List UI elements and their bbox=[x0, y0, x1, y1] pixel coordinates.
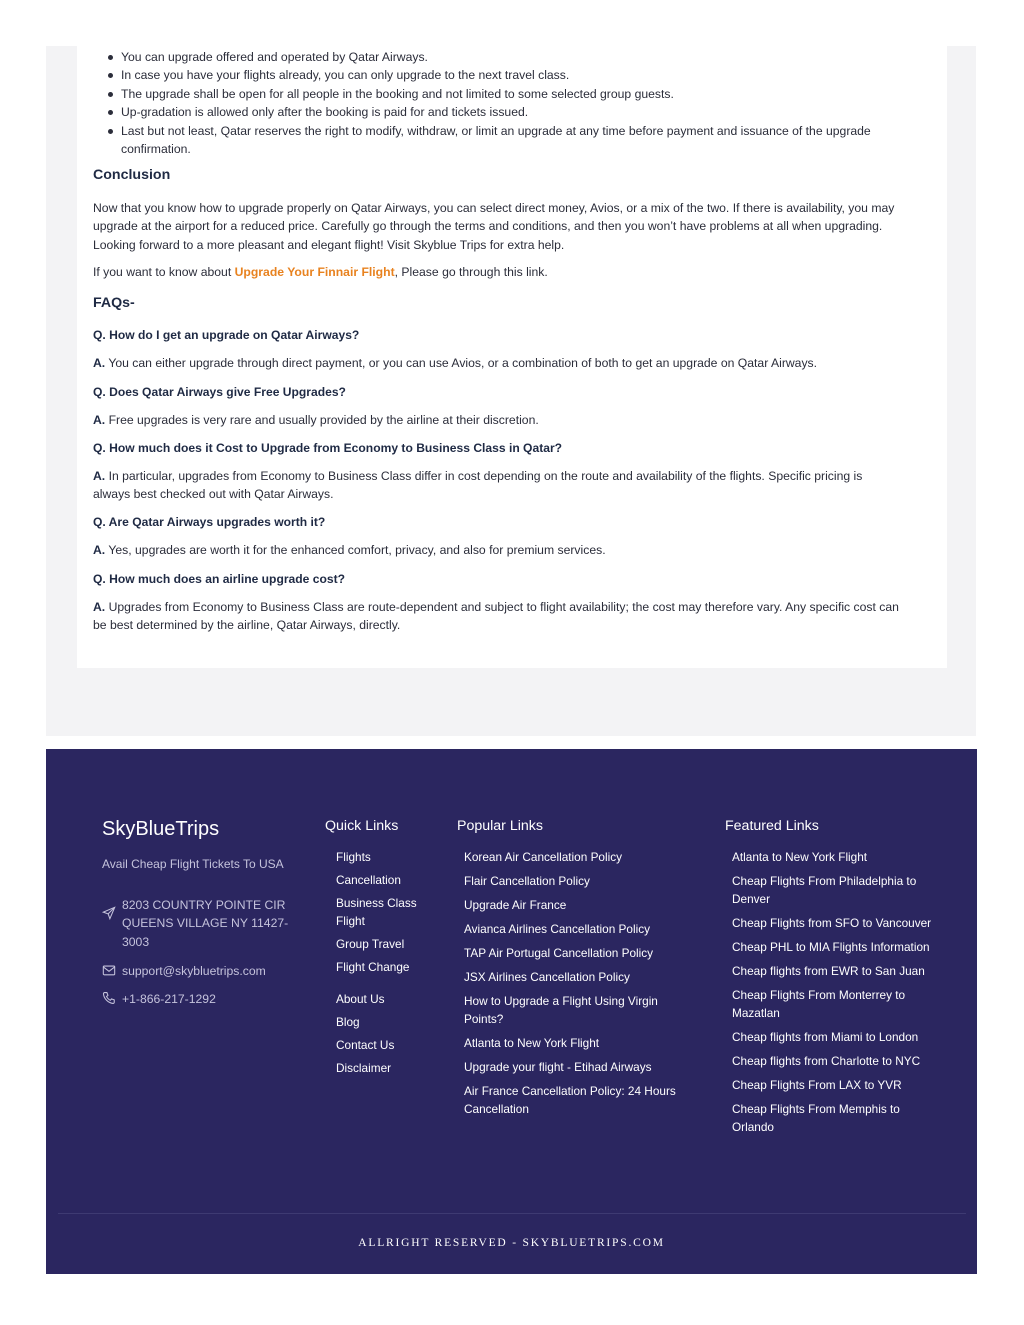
upgrade-rules-list bbox=[103, 48, 903, 158]
footer-brand[interactable]: SkyBlueTrips bbox=[102, 818, 220, 840]
featured-link[interactable]: Cheap Flights From Memphis to Orlando bbox=[732, 1102, 900, 1134]
footer-address bbox=[102, 896, 302, 951]
answer-prefix: A. bbox=[93, 469, 106, 483]
related-link-paragraph bbox=[93, 263, 913, 281]
quick-link-group-travel[interactable]: Group Travel bbox=[336, 937, 405, 951]
popular-link[interactable]: Air France Cancellation Policy: 24 Hours Cancellation bbox=[464, 1084, 676, 1116]
phone-icon bbox=[102, 991, 122, 1010]
footer-divider bbox=[58, 1213, 966, 1214]
list-item: The upgrade shall be open for all people in the booking and not limited to some selected group guests. bbox=[103, 85, 903, 103]
link-outro-text: , Please go through this link. bbox=[394, 265, 548, 279]
featured-link[interactable]: Cheap Flights from SFO to Vancouver bbox=[732, 916, 932, 930]
copyright-text: ALLRIGHT RESERVED - SKYBLUETRIPS.COM bbox=[358, 1237, 665, 1249]
faq-question: Q. Are Qatar Airways upgrades worth it? bbox=[93, 515, 326, 529]
quick-link-blog[interactable]: Blog bbox=[336, 1015, 360, 1029]
footer-tagline: Avail Cheap Flight Tickets To USA bbox=[102, 857, 284, 871]
mail-icon bbox=[102, 963, 122, 982]
quick-link-disclaimer[interactable]: Disclaimer bbox=[336, 1061, 392, 1075]
popular-links-list bbox=[464, 848, 679, 1124]
popular-link[interactable]: Flair Cancellation Policy bbox=[464, 874, 590, 888]
quick-link-business-class[interactable]: Business Class Flight bbox=[336, 896, 417, 928]
conclusion-paragraph: Now that you know how to upgrade properly on Qatar Airways, you can select direct money, Avios, or a mix of the two. If there is availability, you may upgrade at the airport for a reduced price. Carefully go through the terms and conditions, and then you won’t have problems at all when upgrading. Looking forward to a more pleasant and elegant flight! Visit Skyblue Trips for extra help. bbox=[93, 201, 895, 252]
answer-prefix: A. bbox=[93, 543, 106, 557]
popular-link[interactable]: How to Upgrade a Flight Using Virgin Points? bbox=[464, 994, 658, 1026]
faq-question: Q. Does Qatar Airways give Free Upgrades? bbox=[93, 385, 346, 399]
footer-email[interactable] bbox=[102, 962, 266, 982]
quick-link-cancellation[interactable]: Cancellation bbox=[336, 873, 401, 887]
faq-answer-text: In particular, upgrades from Economy to Business Class differ in cost depending on the route and availability of the flights. Specific pricing is always best checked out with Qatar Airways. bbox=[93, 469, 863, 502]
quick-link-about-us[interactable]: About Us bbox=[336, 992, 385, 1006]
quick-links-list bbox=[336, 848, 436, 1082]
send-arrow-icon bbox=[102, 906, 122, 925]
faq-question: Q. How much does it Cost to Upgrade from Economy to Business Class in Qatar? bbox=[93, 441, 563, 455]
faq-question: Q. How do I get an upgrade on Qatar Airways? bbox=[93, 328, 360, 342]
faq-answer bbox=[93, 598, 908, 635]
featured-link[interactable]: Cheap flights from EWR to San Juan bbox=[732, 964, 925, 978]
answer-prefix: A. bbox=[93, 356, 106, 370]
quick-link-flight-change[interactable]: Flight Change bbox=[336, 960, 410, 974]
popular-link[interactable]: Atlanta to New York Flight bbox=[464, 1036, 600, 1050]
popular-link[interactable]: Korean Air Cancellation Policy bbox=[464, 850, 623, 864]
faq-heading: FAQs- bbox=[93, 295, 135, 311]
faq-answer bbox=[93, 354, 913, 372]
faq-answer bbox=[93, 411, 913, 429]
faq-answer bbox=[93, 467, 883, 504]
popular-links-title: Popular Links bbox=[457, 818, 543, 834]
featured-link[interactable]: Cheap PHL to MIA Flights Information bbox=[732, 940, 930, 954]
popular-link[interactable]: Avianca Airlines Cancellation Policy bbox=[464, 922, 651, 936]
quick-link-flights[interactable]: Flights bbox=[336, 850, 371, 864]
address-text: 8203 COUNTRY POINTE CIR QUEENS VILLAGE NY 11427-3003 bbox=[122, 898, 289, 949]
faq-answer-text: Upgrades from Economy to Business Class are route-dependent and subject to flight availability; the cost may therefore vary. Any specific cost can be best determined by the airline, Qatar Airways, directly. bbox=[93, 600, 899, 633]
popular-link[interactable]: TAP Air Portugal Cancellation Policy bbox=[464, 946, 654, 960]
list-item: Last but not least, Qatar reserves the right to modify, withdraw, or limit an upgrade at any time before payment and issuance of the upgrade confirmation. bbox=[103, 122, 893, 159]
list-item: Up-gradation is allowed only after the booking is paid for and tickets issued. bbox=[103, 103, 903, 121]
email-text[interactable]: support@skybluetrips.com bbox=[122, 964, 266, 978]
quick-link-contact-us[interactable]: Contact Us bbox=[336, 1038, 395, 1052]
finnair-upgrade-link[interactable]: Upgrade Your Finnair Flight bbox=[234, 265, 395, 279]
featured-link[interactable]: Cheap flights from Miami to London bbox=[732, 1030, 919, 1044]
conclusion-heading: Conclusion bbox=[93, 167, 171, 183]
popular-link[interactable]: Upgrade your flight - Etihad Airways bbox=[464, 1060, 652, 1074]
quick-links-title: Quick Links bbox=[325, 818, 399, 834]
featured-links-list bbox=[732, 848, 932, 1142]
popular-link[interactable]: Upgrade Air France bbox=[464, 898, 567, 912]
faq-answer-text: Yes, upgrades are worth it for the enhanced comfort, privacy, and also for premium services. bbox=[108, 543, 606, 557]
faq-answer-text: You can either upgrade through direct payment, or you can use Avios, or a combination of both to get an upgrade on Qatar Airways. bbox=[108, 356, 818, 370]
link-intro-text: If you want to know about bbox=[93, 265, 235, 279]
featured-links-title: Featured Links bbox=[725, 818, 819, 834]
featured-link[interactable]: Cheap Flights From Philadelphia to Denver bbox=[732, 874, 917, 906]
featured-link[interactable]: Cheap Flights From LAX to YVR bbox=[732, 1078, 902, 1092]
featured-link[interactable]: Atlanta to New York Flight bbox=[732, 850, 868, 864]
list-item: In case you have your flights already, you can only upgrade to the next travel class. bbox=[103, 66, 903, 84]
featured-link[interactable]: Cheap Flights From Monterrey to Mazatlan bbox=[732, 988, 906, 1020]
faq-answer bbox=[93, 541, 913, 559]
featured-link[interactable]: Cheap flights from Charlotte to NYC bbox=[732, 1054, 921, 1068]
answer-prefix: A. bbox=[93, 413, 106, 427]
answer-prefix: A. bbox=[93, 600, 106, 614]
footer-phone[interactable] bbox=[102, 990, 216, 1010]
site-footer bbox=[46, 749, 977, 1274]
faq-question: Q. How much does an airline upgrade cost? bbox=[93, 572, 345, 586]
faq-answer-text: Free upgrades is very rare and usually provided by the airline at their discretion. bbox=[108, 413, 539, 427]
list-item: You can upgrade offered and operated by Qatar Airways. bbox=[103, 48, 903, 66]
phone-text[interactable]: +1-866-217-1292 bbox=[122, 992, 216, 1006]
popular-link[interactable]: JSX Airlines Cancellation Policy bbox=[464, 970, 630, 984]
